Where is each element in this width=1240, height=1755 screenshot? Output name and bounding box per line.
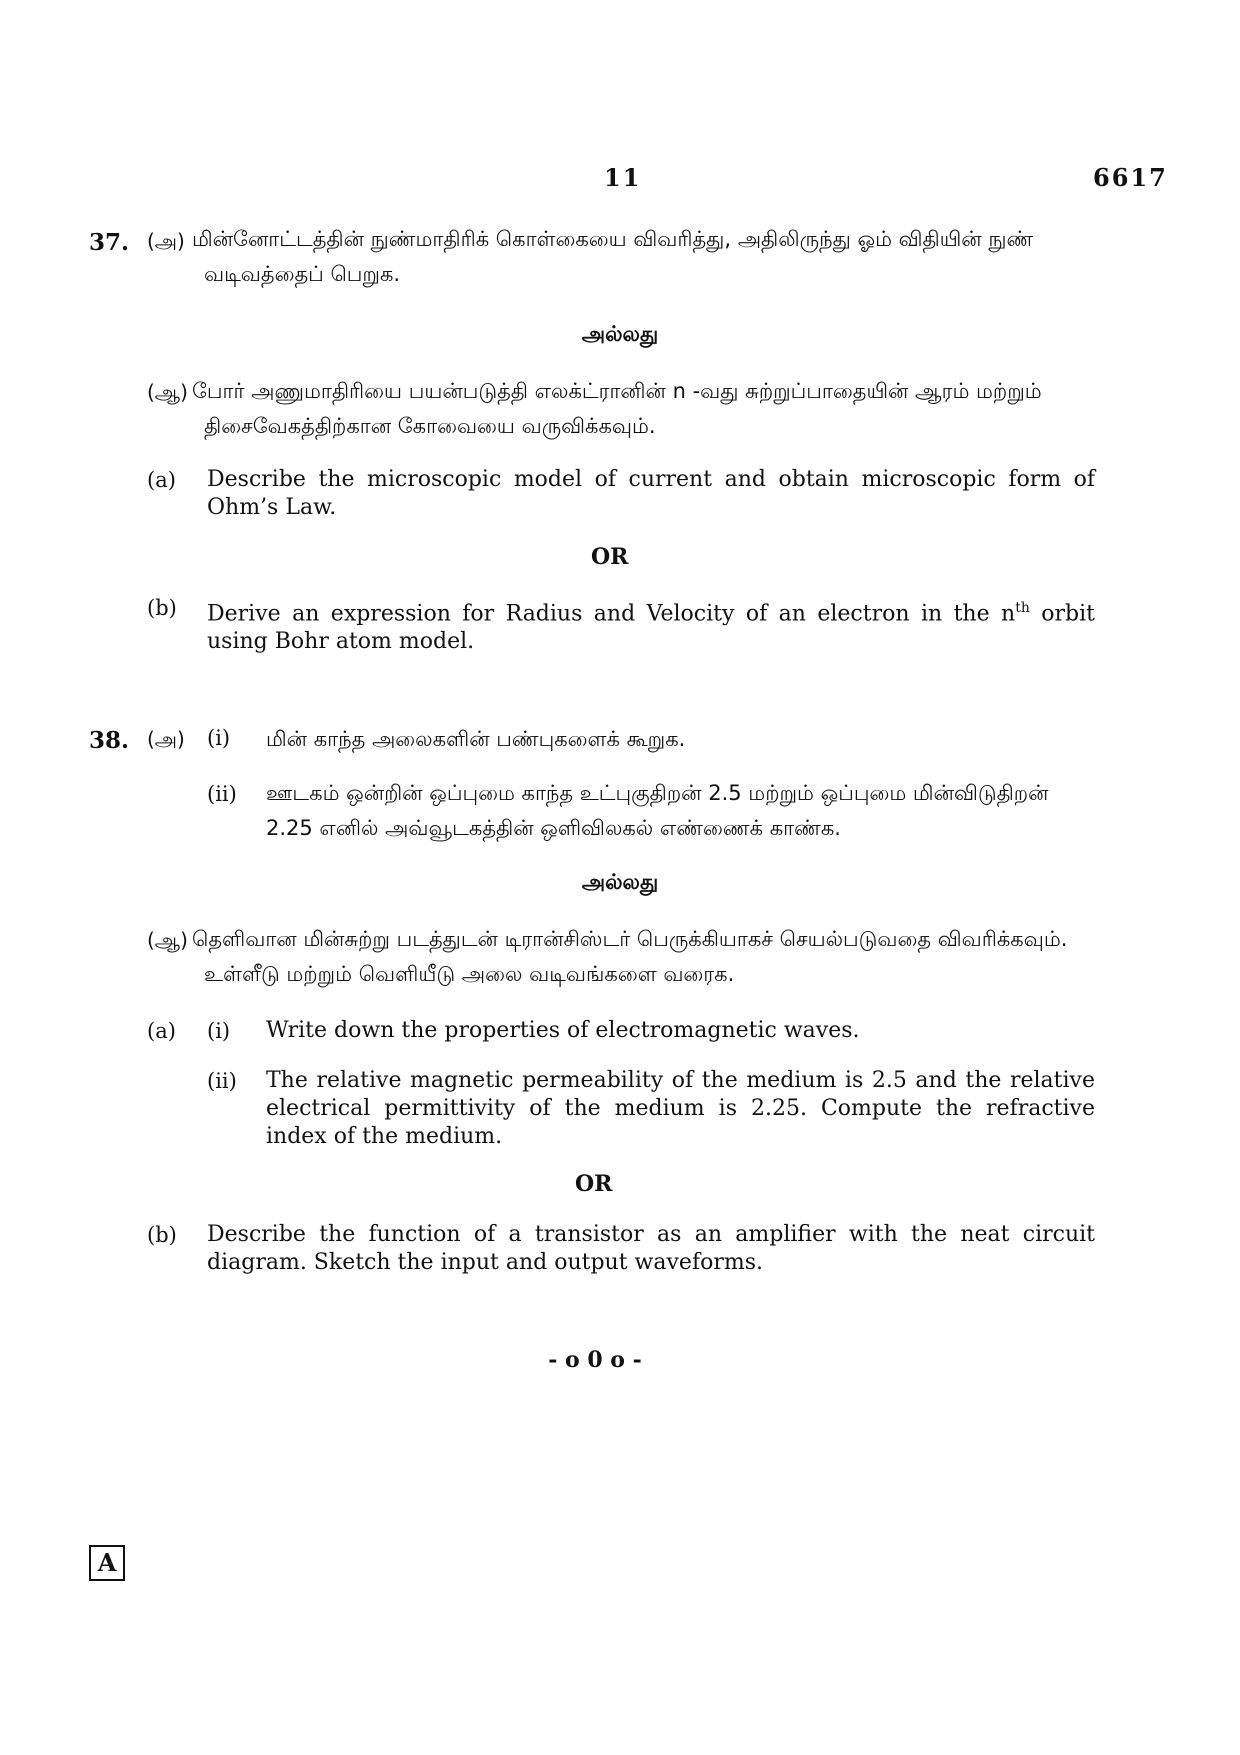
q37-b-tamil-text: போர் அணுமாதிரியை பயன்படுத்தி எலக்ட்ரானின் n -வது சுற்றுப்பாதையின் ஆரம் மற்றும் திசைவேகத்திற்கான கோவையை வருவிக்கவும். [192, 379, 1042, 438]
q38-or-english: OR [575, 1171, 613, 1197]
q38-a-i-tamil-text: மின் காந்த அலைகளின் பண்புகளைக் கூறுக. [266, 727, 686, 751]
q38-b-english-label: (b) [147, 1223, 177, 1247]
q38-b-english-text: Describe the function of a transistor as an amplifier with the neat circuit diagram. Sketch the input and output waveforms. [207, 1222, 1095, 1275]
q38-a-english-label: (a) [147, 1019, 176, 1043]
q38-b-tamil-text: தெளிவான மின்சுற்று படத்துடன் டிரான்சிஸ்டர் பெருக்கியாகச் செயல்படுவதை விவரிக்கவும். உள்ளீடு மற்றும் வெளியீடு அலை வடிவங்களை வரைக. [192, 927, 1068, 986]
q37-b-tamil-label: (ஆ) [147, 380, 188, 404]
q38-a-ii-english-label: (ii) [207, 1069, 237, 1093]
q38-a-i-english-label: (i) [207, 1019, 231, 1043]
page-number: 11 [604, 163, 642, 192]
q37-or-english: OR [591, 544, 629, 570]
q37-b-english-text [207, 594, 1095, 656]
version-box: A [89, 1545, 125, 1581]
q37-a-english-text: Describe the microscopic model of current and obtain microscopic form of Ohm’s Law. [207, 467, 1095, 520]
q37-b-text-before: Derive an expression for Radius and Velocity of an electron in the n [207, 601, 1016, 627]
q37-or-tamil: அல்லது [581, 322, 659, 346]
paper-code: 6617 [1093, 163, 1168, 192]
q38-b-tamil-label: (ஆ) [147, 928, 188, 952]
q38-a-ii-english-text: The relative magnetic permeability of the medium is 2.5 and the relative electrical permittivity of the medium is 2.25. Compute the refractive index of the medium. [266, 1068, 1095, 1149]
q37-a-english-label: (a) [147, 468, 176, 492]
q37-a-tamil-text: மின்னோட்டத்தின் நுண்மாதிரிக் கொள்கையை விவரித்து, அதிலிருந்து ஓம் விதியின் நுண் வடிவத்தைப் பெறுக. [192, 227, 1034, 286]
q37-b-english-label: (b) [147, 596, 177, 620]
q37-a-tamil-label: (அ) [147, 229, 185, 253]
q37-b-superscript: th [1015, 600, 1030, 616]
end-mark: - o 0 o - [548, 1347, 642, 1373]
q38-or-tamil: அல்லது [581, 870, 659, 894]
question-37-number: 37. [89, 229, 130, 256]
q37-b-text-after: orbit using Bohr atom model. [207, 601, 1096, 655]
q38-a-i-tamil-label: (i) [207, 726, 231, 750]
q38-a-ii-tamil-text: ஊடகம் ஒன்றின் ஒப்புமை காந்த உட்புகுதிறன் 2.5 மற்றும் ஒப்புமை மின்விடுதிறன் 2.25 எனில் அவ்வூடகத்தின் ஒளிவிலகல் எண்ணைக் காண்க. [266, 781, 1049, 840]
question-38-number: 38. [89, 727, 130, 754]
q38-a-i-english-text: Write down the properties of electromagnetic waves. [266, 1018, 860, 1043]
q38-a-ii-tamil-label: (ii) [207, 782, 237, 806]
q38-a-tamil-label: (அ) [147, 727, 185, 751]
